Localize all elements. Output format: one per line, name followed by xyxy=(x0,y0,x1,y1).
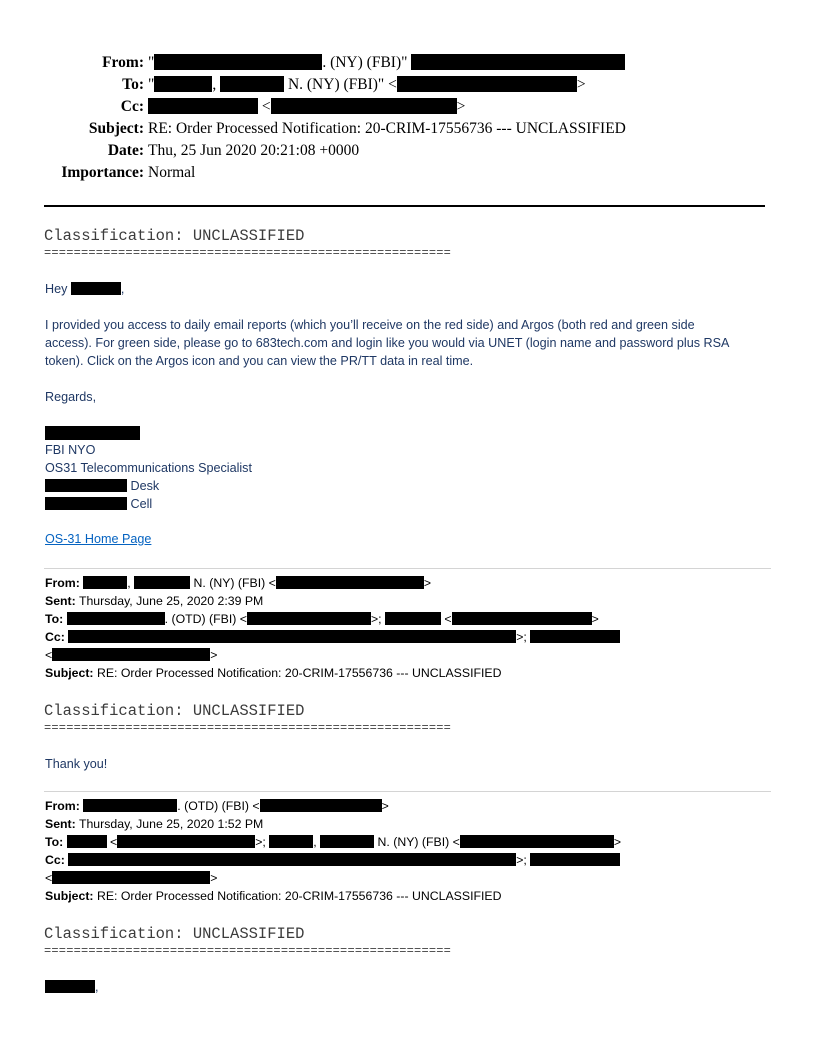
redaction xyxy=(71,282,121,295)
importance-label: Importance: xyxy=(61,164,144,181)
redaction xyxy=(45,980,95,993)
redaction xyxy=(45,479,127,492)
redaction xyxy=(45,497,127,510)
subject-label: Subject: xyxy=(88,120,144,137)
redaction xyxy=(530,630,620,643)
quote2-from: From: . (OTD) (FBI) < > xyxy=(45,799,389,813)
redaction xyxy=(530,853,620,866)
signature-title: OS31 Telecommunications Specialist xyxy=(45,461,252,475)
quote-divider xyxy=(44,791,771,792)
header-divider xyxy=(44,205,765,207)
redaction xyxy=(220,76,284,92)
greeting: Hey , xyxy=(45,282,125,296)
redaction xyxy=(452,612,592,625)
body-line-3: token). Click on the Argos icon and you can view the PR/TT data in real time. xyxy=(45,354,474,368)
from-label: From: xyxy=(102,54,144,71)
redaction xyxy=(269,835,313,848)
redaction xyxy=(411,54,625,70)
redaction xyxy=(276,576,424,589)
signature-desk: Desk xyxy=(45,477,159,495)
classification-rule: ======================================================= xyxy=(44,721,452,735)
redaction xyxy=(460,835,614,848)
signature-redaction xyxy=(45,426,140,440)
quote2-subject: Subject: RE: Order Processed Notification: 20-CRIM-17556736 --- UNCLASSIFIED xyxy=(45,889,502,903)
classification-banner: Classification: UNCLASSIFIED xyxy=(44,925,305,943)
from-value: " . (NY) (FBI)" xyxy=(148,54,625,72)
redaction xyxy=(320,835,374,848)
quote1-cc: Cc: >; xyxy=(45,628,620,646)
date-label: Date: xyxy=(107,142,144,159)
classification-rule: ======================================================= xyxy=(44,944,452,958)
home-page-link[interactable]: OS-31 Home Page xyxy=(45,532,152,546)
classification-banner: Classification: UNCLASSIFIED xyxy=(44,227,305,245)
greeting-2: , xyxy=(45,978,99,996)
redaction xyxy=(68,630,516,643)
redaction xyxy=(52,871,210,884)
redaction xyxy=(67,612,165,625)
quote1-subject: Subject: RE: Order Processed Notification: 20-CRIM-17556736 --- UNCLASSIFIED xyxy=(45,666,502,680)
quote2-cc: Cc: >; xyxy=(45,851,620,869)
to-label: To: xyxy=(122,76,144,93)
quote2-sent: Sent: Thursday, June 25, 2020 1:52 PM xyxy=(45,817,264,831)
quote1-sent: Sent: Thursday, June 25, 2020 2:39 PM xyxy=(45,594,264,608)
redaction xyxy=(260,799,382,812)
classification-banner: Classification: UNCLASSIFIED xyxy=(44,702,305,720)
redaction xyxy=(83,799,177,812)
quote1-from: From: , N. (NY) (FBI) < > xyxy=(45,576,432,590)
quote2-to: To: < >; , N. (NY) (FBI) < > xyxy=(45,835,622,849)
importance-value: Normal xyxy=(148,164,196,181)
redaction xyxy=(117,835,255,848)
body-line-1: I provided you access to daily email reports (which you’ll receive on the red side) and Argos (both red and green side xyxy=(45,318,695,332)
redaction xyxy=(385,612,441,625)
regards: Regards, xyxy=(45,390,97,404)
classification-rule: ======================================================= xyxy=(44,246,452,260)
redaction xyxy=(134,576,190,589)
redaction xyxy=(247,612,371,625)
redaction xyxy=(68,853,516,866)
quote2-cc-cont: < > xyxy=(45,871,218,885)
quote-divider xyxy=(44,568,771,569)
quote1-cc-cont: < > xyxy=(45,648,218,662)
thank-you-text: Thank you! xyxy=(45,757,108,771)
date-value: Thu, 25 Jun 2020 20:21:08 +0000 xyxy=(148,142,360,159)
to-value: " , N. (NY) (FBI)" < > xyxy=(148,76,586,93)
redaction xyxy=(67,835,107,848)
redaction xyxy=(271,98,457,114)
redaction xyxy=(154,54,322,70)
quote1-to: To: . (OTD) (FBI) < >; < > xyxy=(45,612,599,626)
cc-label: Cc: xyxy=(120,98,144,115)
redaction xyxy=(148,98,258,114)
cc-value: < > xyxy=(148,98,465,116)
redaction xyxy=(154,76,212,92)
redaction xyxy=(52,648,210,661)
subject-value: RE: Order Processed Notification: 20-CRIM-17556736 --- UNCLASSIFIED xyxy=(148,120,626,137)
redaction xyxy=(83,576,127,589)
body-line-2: access). For green side, please go to 683tech.com and login like you would via UNET (login name and password plus RSA xyxy=(45,336,730,350)
signature-org: FBI NYO xyxy=(45,443,96,457)
redaction xyxy=(397,76,577,92)
signature-cell: Cell xyxy=(45,495,152,513)
